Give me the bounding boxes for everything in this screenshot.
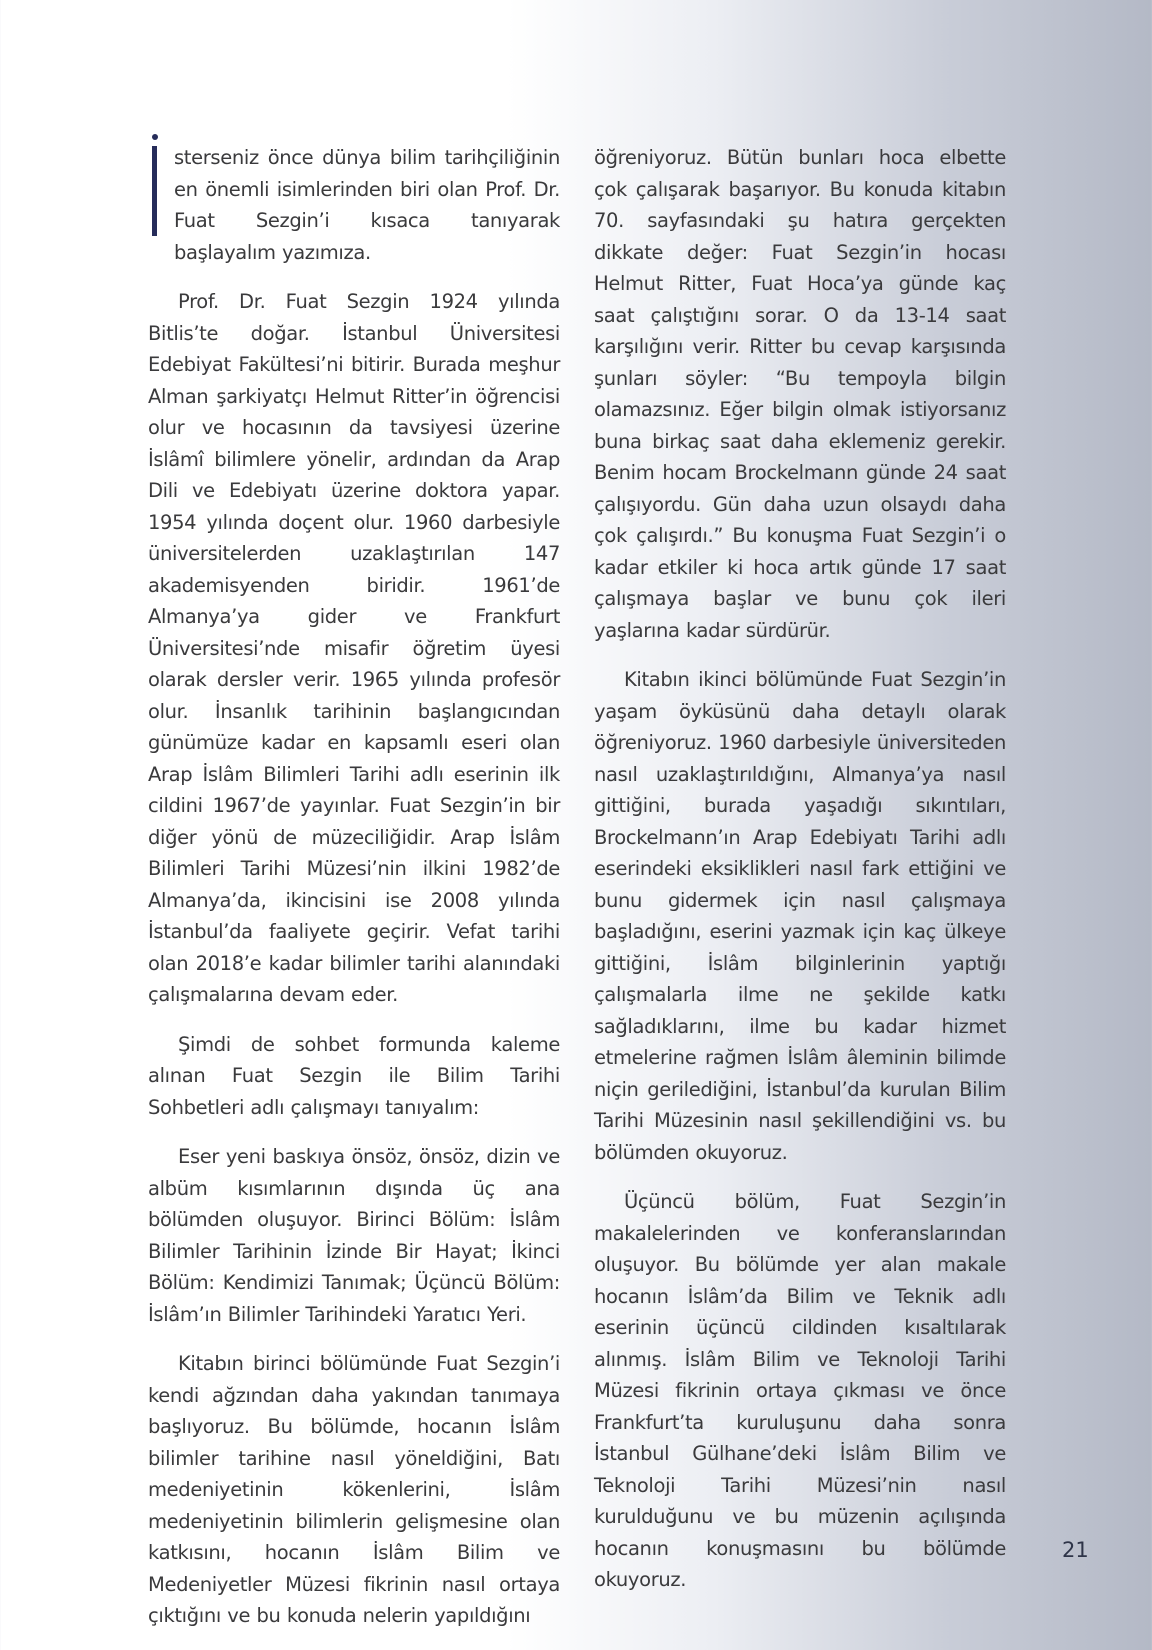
left-column xyxy=(148,142,560,1650)
first-section-paragraph: Kitabın birinci bölümünde Fuat Sezgin’i kendi ağzından daha yakından tanımaya başlıyoruz. Bu bölümde, hocanın İslâm bilimler tarihine nasıl yöneldiğini, Batı medeniyetinin kökenlerini, İslâm medeniyetinin bilimlerin gelişmesine olan katkısını, hocanın İslâm Bilim ve Medeniyetler Müzesi fikrinin nasıl ortaya çıktığını ve bu konuda nelerin yapıldığını xyxy=(148,1352,560,1627)
drop-cap-dot xyxy=(152,134,158,140)
third-section-paragraph: Üçüncü bölüm, Fuat Sezgin’in makalelerinden ve konferanslarından oluşuyor. Bu bölümde yer alan makale hocanın İslâm’da Bilim ve Teknik adlı eserinin üçüncü cildinden kısaltılarak alınmış. İslâm Bilim ve Teknoloji Tarihi Müzesi fikrinin ortaya çıkması ve önce Frankfurt’ta kuruluşunu daha sonra İstanbul Gülhane’deki İslâm Bilim ve Teknoloji Tarihi Müzesi’nin nasıl kurulduğunu ve bu müzenin açılışında hocanın konuşmasını bu bölümde okuyoruz. xyxy=(594,1190,1006,1591)
right-column xyxy=(594,142,1006,1614)
second-section-paragraph: Kitabın ikinci bölümünde Fuat Sezgin’in yaşam öyküsünü daha detaylı olarak öğreniyoruz. 1960 darbesiyle üniversiteden nasıl uzaklaştırıldığını, Almanya’ya nasıl gittiğini, burada yaşadığı sıkıntıları, Brockelmann’ın Arap Edebiyatı Tarihi adlı eserindeki eksiklikleri nasıl fark ettiğini ve bunu gidermek için nasıl çalışmaya başladığını, eserini yazmak için kaç ülkeye gittiğini, İslâm bilginlerinin yaptığı çalışmalarla ilme ne şekilde katkı sağladıklarını, ilme bu kadar hizmet etmelerine rağmen İslâm âleminin bilimde niçin gerilediğini, İstanbul’da kurulan Bilim Tarihi Müzesinin nasıl şekillendiğini vs. bu bölümden okuyoruz. xyxy=(594,668,1006,1164)
drop-cap-stem xyxy=(152,146,157,236)
book-structure-paragraph: Eser yeni baskıya önsöz, önsöz, dizin ve albüm kısımlarının dışında üç ana bölümden oluşuyor. Birinci Bölüm: İslâm Bilimler Tarihinin İzinde Bir Hayat; İkinci Bölüm: Kendimizi Tanımak; Üçüncü Bölüm: İslâm’ın Bilimler Tarihindeki Yaratıcı Yeri. xyxy=(148,1145,560,1326)
drop-cap-letter xyxy=(150,144,162,238)
first-section-continued-paragraph: öğreniyoruz. Bütün bunları hoca elbette çok çalışarak başarıyor. Bu konuda kitabın 70. sayfasındaki şu hatıra gerçekten dikkate değer: Fuat Sezgin’in hocası Helmut Ritter, Fuat Hoca’ya günde kaç saat çalıştığını sorar. O da 13-14 saat karşılığını verir. Ritter bu cevap karşısında şunları söyler: “Bu tempoyla bilgin olamazsınız. Eğer bilgin olmak istiyorsanız buna birkaç saat daha eklemeniz gerekir. Benim hocam Brockelmann günde 24 saat çalışıyordu. Gün daha uzun olsaydı daha çok çalışırdı.” Bu konuşma Fuat Sezgin’i o kadar etkiler ki hoca artık günde 17 saat çalışmaya başlar ve bunu çok ileri yaşlarına kadar sürdürür. xyxy=(594,146,1006,642)
biography-paragraph: Prof. Dr. Fuat Sezgin 1924 yılında Bitlis’te doğar. İstanbul Üniversitesi Edebiyat Fakültesi’ni bitirir. Burada meşhur Alman şarkiyatçı Helmut Ritter’in öğrencisi olur ve hocasının da tavsiyesi üzerine İslâmî bilimlere yönelir, ardından da Arap Dili ve Edebiyatı üzerine doktora yapar. 1954 yılında doçent olur. 1960 darbesiyle üniversitelerden uzaklaştırılan 147 akademisyenden biridir. 1961’de Almanya’ya gider ve Frankfurt Üniversitesi’nde misafir öğretim üyesi olarak dersler verir. 1965 yılında profesör olur. İnsanlık tarihinin başlangıcından günümüze kadar en kapsamlı eseri olan Arap İslâm Bilimleri Tarihi adlı eserinin ilk cildini 1967’de yayınlar. Fuat Sezgin’in bir diğer yönü de müzeciliğidir. Arap İslâm Bilimleri Tarihi Müzesi’nin ilkini 1982’de Almanya’da, ikincisini ise 2008 yılında İstanbul’da faaliyete geçirir. Vefat tarihi olan 2018’e kadar bilimler tarihi alanındaki çalışmalarına devam eder. xyxy=(148,290,560,1006)
book-intro-paragraph: Şimdi de sohbet formunda kaleme alınan Fuat Sezgin ile Bilim Tarihi Sohbetleri adlı çalışmayı tanıyalım: xyxy=(148,1032,560,1119)
intro-paragraph xyxy=(148,142,560,268)
page-number: 21 xyxy=(1062,1538,1089,1562)
intro-text: sterseniz önce dünya bilim tarihçiliğinin en önemli isimlerinden biri olan Prof. Dr. Fuat Sezgin’i kısaca tanıyarak başlayalım yazımıza. xyxy=(174,146,560,264)
